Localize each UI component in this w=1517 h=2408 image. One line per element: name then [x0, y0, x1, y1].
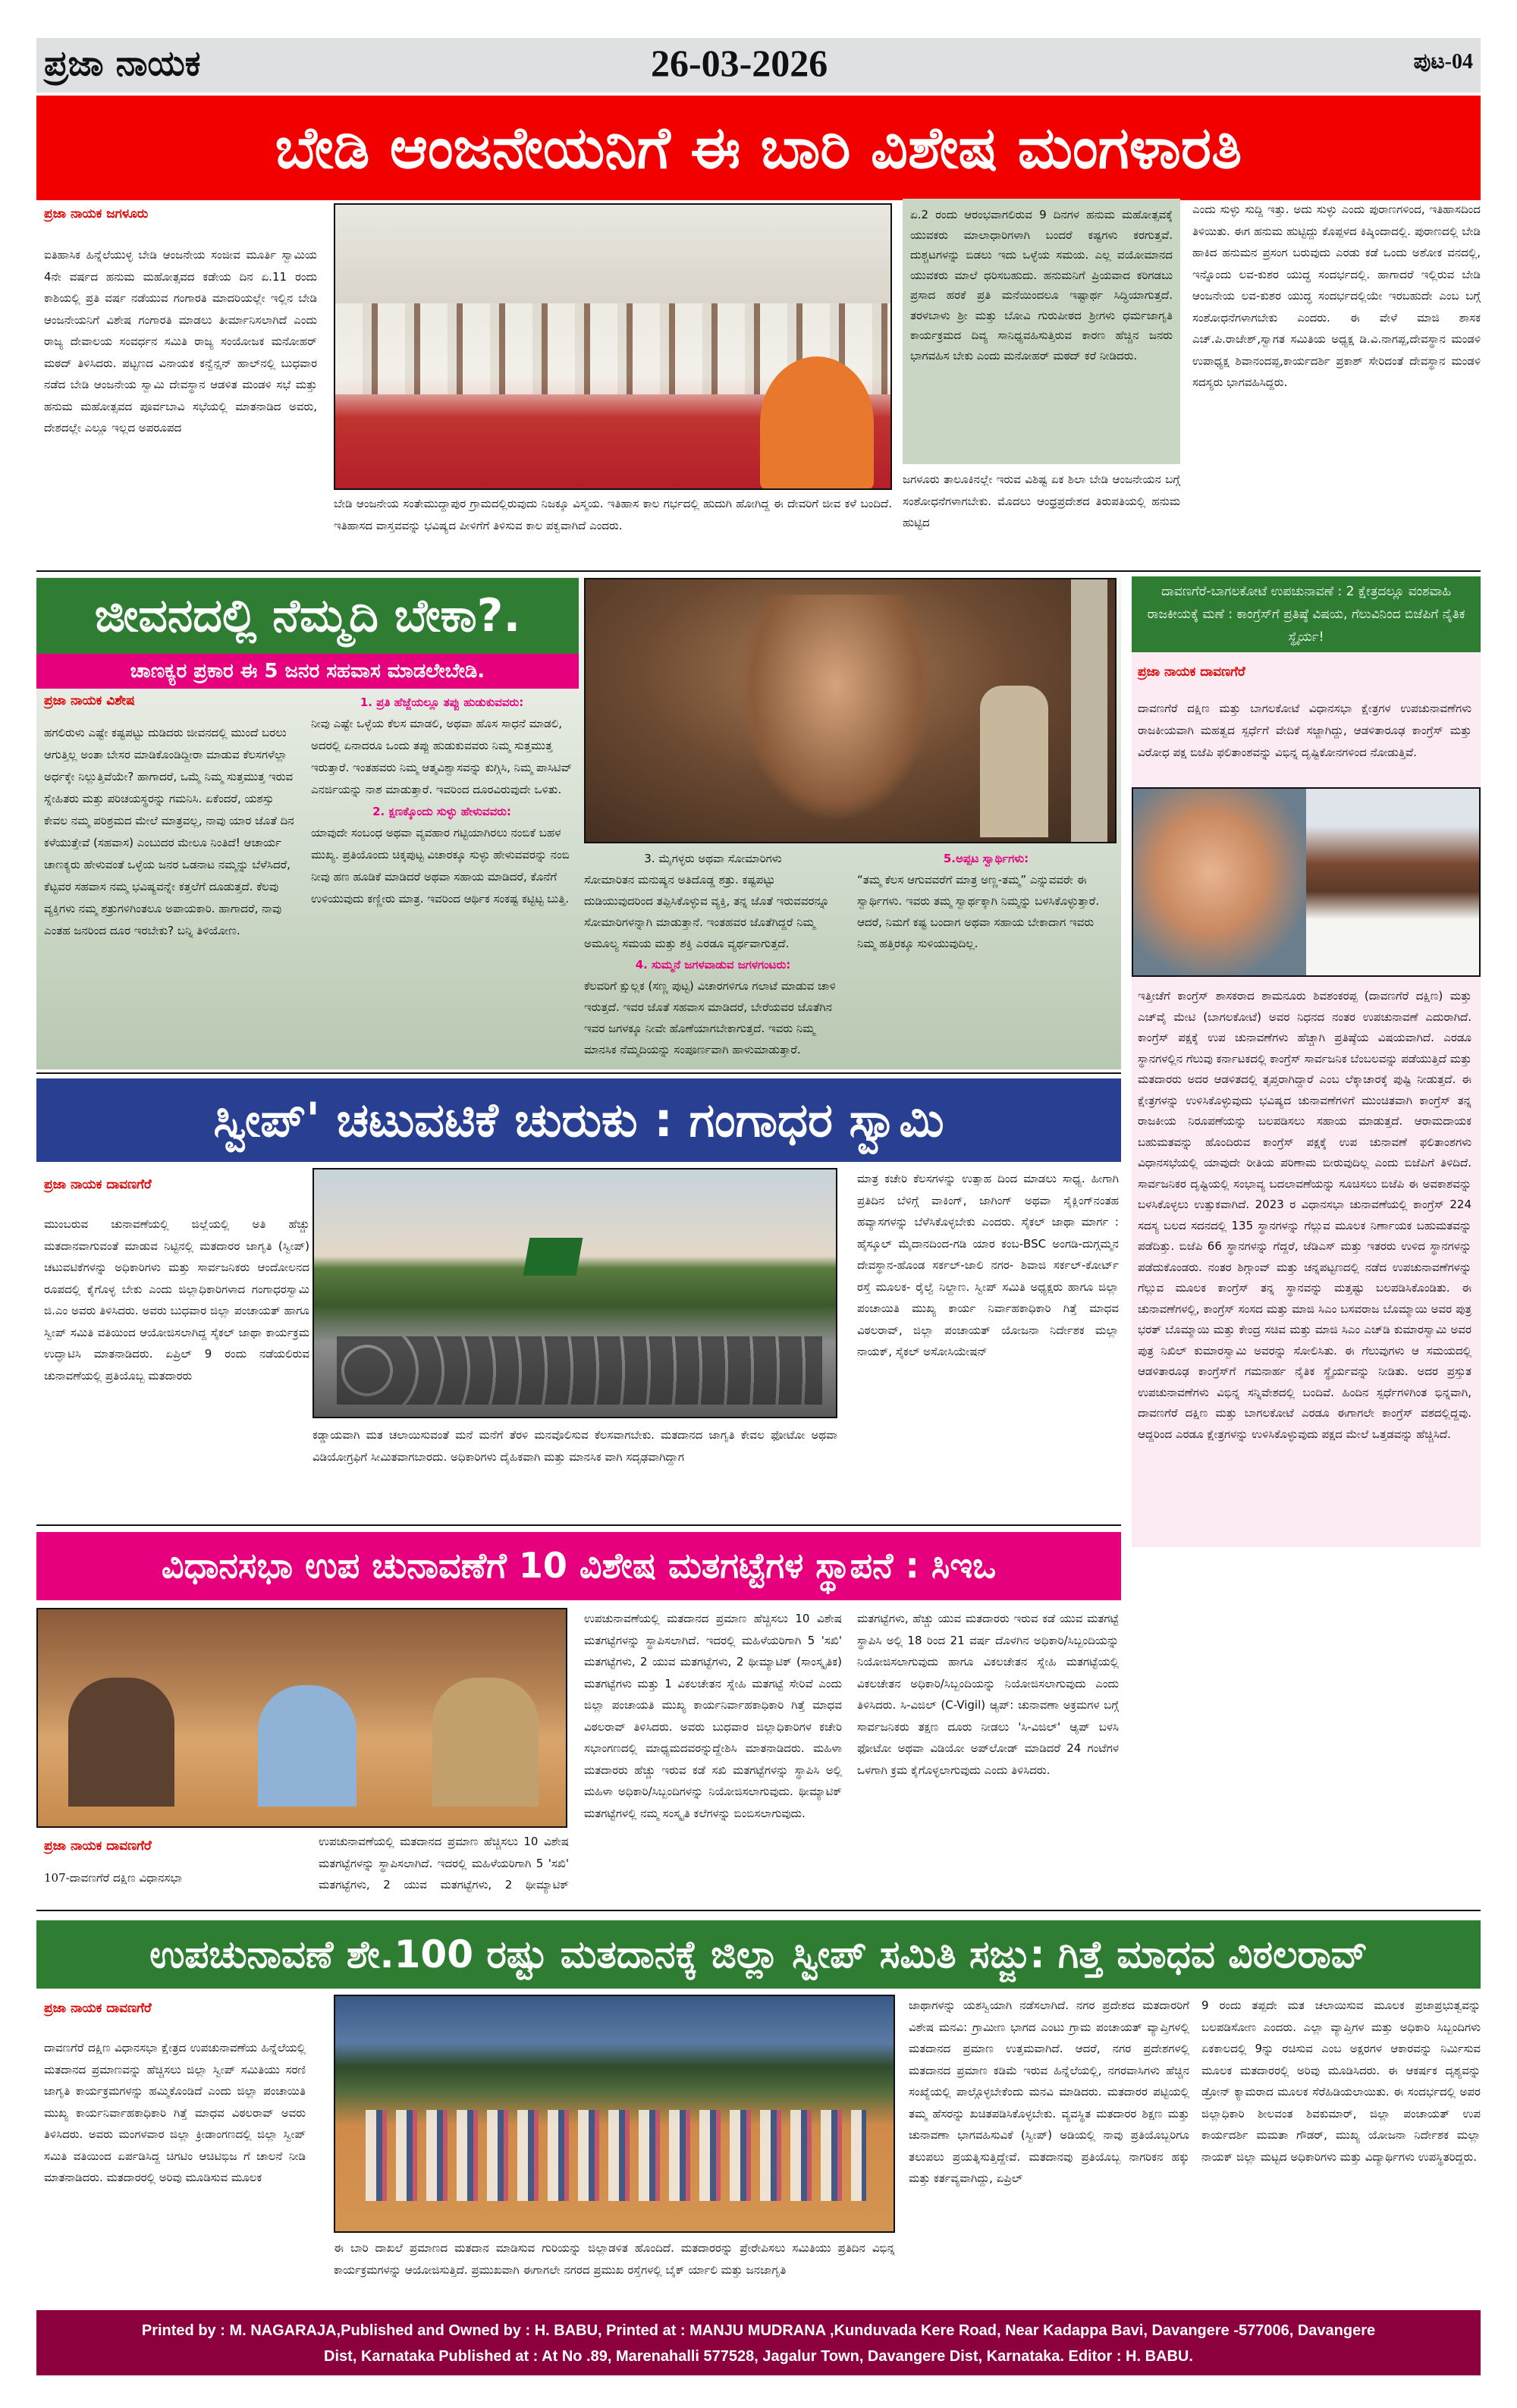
bicycles [337, 1336, 822, 1405]
story1-dateline: ಪ್ರಜಾ ನಾಯಕ ಜಗಳೂರು [44, 206, 149, 221]
story2-dateline: ಪ್ರಜಾ ನಾಯಕ ವಿಶೇಷ [44, 693, 135, 708]
pillar [1071, 579, 1107, 843]
story5-column-2-start: ಉಪಚುನಾವಣೆಯಲ್ಲಿ ಮತದಾನದ ಪ್ರಮಾಣ ಹೆಚ್ಚಿಸಲು 10 ವಿಶೇಷ ಮತಗಟ್ಟೆಗಳನ್ನು ಸ್ಥಾಪಿಸಲಾಗಿದೆ. ಇದರಲ್ಲಿ ಮಹಿಳೆಯರಿಗಾಗಿ 5 'ಸಖಿ' ಮತಗಟ್ಟೆಗಳು, 2 ಯುವ ಮತಗಟ್ಟೆಗಳು, 2 ಥೀಮ್ಯಾಟಿಕ್ [319, 1835, 569, 1892]
story3-body: ಇತ್ತೀಚೆಗೆ ಕಾಂಗ್ರೆಸ್ ಶಾಸಕರಾದ ಶಾಮನೂರು ಶಿವಶಂಕರಪ್ಪ (ದಾವಣಗೆರೆ ದಕ್ಷಿಣ) ಮತ್ತು ಎಚ್‌ವೈ ಮೇಟಿ (ಬಾಗಲಕೋಟೆ) ಅವರ ನಿಧನದ ನಂತರ ಉಪಚುನಾವಣೆ ಎದುರಾಗಿದೆ. ಕಾಂಗ್ರೆಸ್ ಪಕ್ಷಕ್ಕೆ ಉಪ ಚುನಾವಣೆಗಳು ಹೆಚ್ಚಾಗಿ ಪ್ರತಿಷ್ಠೆಯ ವಿಷಯವಾಗಿದೆ. ಎರಡೂ ಸ್ಥಾನಗಳಲ್ಲಿನ ಗೆಲುವು ಕರ್ನಾಟಕದಲ್ಲಿ ಕಾಂಗ್ರೆಸ್ ಸಾರ್ವಜನಿಕ ಬೆಂಬಲವನ್ನು ಪಡೆಯುತ್ತಿದೆ ಮತ್ತು ಮತದಾರರು ಅದರ ಆಡಳಿತದಲ್ಲಿ ತೃಪ್ತರಾಗಿದ್ದಾರೆ ಎಂಬ ಲೆಕ್ಕಾಚಾರಕ್ಕೆ ಪುಷ್ಟಿ ನೀಡುತ್ತದೆ. ಈ ಕ್ಷೇತ್ರಗಳನ್ನು ಉಳಿಸಿಕೊಳ್ಳುವುದು ಭವಿಷ್ಯದ ಚುನಾವಣೆಗಳಿಗೆ ಮುಂಚಿತವಾಗಿ ಕಾಂಗ್ರೆಸ್ ತನ್ನ ರಾಜಕೀಯ ನಿರೂಪಣೆಯನ್ನು ಬಲಪಡಿಸಲು ಸಹಾಯ ಮಾಡುತ್ತದೆ. ಆರಾಮದಾಯಕ ಬಹುಮತವನ್ನು ಹೊಂದಿರುವ ಕಾಂಗ್ರೆಸ್ ಪಕ್ಷಕ್ಕೆ ಉಪ ಚುನಾವಣೆ ಫಲಿತಾಂಶಗಳು ವಿಧಾನಸಭೆಯಲ್ಲಿ ಯಾವುದೇ ರೀತಿಯ ಪರಿಣಾಮ ಬೀರುವುದಿಲ್ಲ ಎಂದು ಬಿಜೆಪಿಗೆ ತಿಳಿದಿದೆ. ಸಾರ್ವಜನಿಕರ ದೃಷ್ಟಿಯಲ್ಲಿ ಸಂಭಾವ್ಯ ಬದಲಾವಣೆಯನ್ನು ಸೂಚಿಸಲು ಬಿಜೆಪಿ ಈ ಅವಕಾಶವನ್ನು ಬಳಸಿಕೊಳ್ಳಲು ಉತ್ಸುಕವಾಗಿದೆ. 2023 ರ ವಿಧಾನಸಭಾ ಚುನಾವಣೆಯಲ್ಲಿ ಕಾಂಗ್ರೆಸ್ 224 ಸದಸ್ಯ ಬಲದ ಸದನದಲ್ಲಿ 135 ಸ್ಥಾನಗಳನ್ನು ಗೆಲ್ಲುವ ಮೂಲಕ ನಿರ್ಣಾಯಕ ಬಹುಮತವನ್ನು ಪಡೆದಿತ್ತು. ಬಿಜೆಪಿ 66 ಸ್ಥಾನಗಳನ್ನು ಗೆದ್ದರೆ, ಜೆಡಿಎಸ್ ಮತ್ತು ಇತರರು ಉಳಿದ ಸ್ಥಾನಗಳನ್ನು ಪಡೆದುಕೊಂಡರು. ನಂತರ ಶಿಗ್ಗಾಂವ್ ಮತ್ತು ಚನ್ನಪಟ್ಟಣದಲ್ಲಿ ನಡೆದ ಉಪಚುನಾವಣೆಗಳನ್ನು ಗೆಲ್ಲುವ ಮೂಲಕ ಕಾಂಗ್ರೆಸ್ ತನ್ನ ಸ್ಥಾನವನ್ನು ಮತ್ತಷ್ಟು ಬಲಪಡಿಸಿಕೊಂಡಿತು. ಈ ಚುನಾವಣೆಗಳಲ್ಲಿ, ಕಾಂಗ್ರೆಸ್ ಸಂಸದ ಮತ್ತು ಮಾಜಿ ಸಿಎಂ ಬಸವರಾಜ ಬೊಮ್ಮಾಯಿ ಅವರ ಪುತ್ರ ಭರತ್ ಬೊಮ್ಮಾಯಿ ಮತ್ತು ಕೇಂದ್ರ ಸಚಿವ ಮತ್ತು ಮಾಜಿ ಸಿಎಂ ಎಚ್‌ಡಿ ಕುಮಾರಸ್ವಾಮಿ ಅವರ ಪುತ್ರ ನಿಖಿಲ್ ಕುಮಾರಸ್ವಾಮಿ ಅವರನ್ನು ಸೋಲಿಸಿತು. ಈ ಗೆಲುವುಗಳು ಆ ಸಮಯದಲ್ಲಿ ಆಡಳಿತಾರೂಢ ಕಾಂಗ್ರೆಸ್‌ಗೆ ಗಮನಾರ್ಹ ನೈತಿಕ ಸ್ಥೈರ್ಯವನ್ನು ನೀಡಿತು. ಅದರ ಪ್ರಸ್ತುತ ಉಪಚುನಾವಣೆಗಳು ವಿಭಿನ್ನ ಸನ್ನಿವೇಶದಲ್ಲಿ ಬಂದಿವೆ. ಹಿಂದಿನ ಸ್ಪರ್ಧೆಗಳಿಗಿಂತ ಭಿನ್ನವಾಗಿ, ದಾವಣಗೆರೆ ದಕ್ಷಿಣ ಮತ್ತು ಬಾಗಲಕೋಟೆ ಎರಡೂ ಈಗಾಗಲೇ ಕಾಂಗ್ರೆಸ್ ವಶದಲ್ಲಿದ್ದವು. ಆದ್ದರಿಂದ ಎರಡೂ ಕ್ಷೇತ್ರಗಳನ್ನು ಉಳಿಸಿಕೊಳ್ಳುವುದು ಪಕ್ಷದ ಮೇಲೆ ಒತ್ತಡವನ್ನು ಹೆಚ್ಚಿಸಿದೆ. [1138, 989, 1471, 1441]
crowd-formation [366, 2110, 866, 2201]
point-1-title: 1. ಪ್ರತಿ ಹೆಜ್ಜೆಯಲ್ಲೂ ತಪ್ಪು ಹುಡುಕುವವರು: [360, 695, 524, 709]
story4-column-1: ಮುಂಬರುವ ಚುನಾವಣೆಯಲ್ಲಿ ಜಿಲ್ಲೆಯಲ್ಲಿ ಅತಿ ಹೆಚ್ಚು ಮತದಾನವಾಗುವಂತೆ ಮಾಡುವ ನಿಟ್ಟಿನಲ್ಲಿ ಮತದಾರರ ಜಾಗೃತಿ (ಸ್ವೀಪ್) ಚಟುವಟಿಕೆಗಳನ್ನು ಅಧಿಕಾರಿಗಳು ಮತ್ತು ಸಾರ್ವಜನಿಕರು ಆಂದೋಲನದ ರೂಪದಲ್ಲಿ ಕೈಗೊಳ್ಳ ಬೇಕು ಎಂದು ಜಿಲ್ಲಾಧಿಕಾರಿಗಳಾದ ಗಂಗಾಧರಸ್ವಾಮಿ ಜಿ.ಎಂ ಅವರು ತಿಳಿಸಿದರು. ಅವರು ಬುಧವಾರ ಜಿಲ್ಲಾ ಪಂಚಾಯತ್ ಹಾಗೂ ಸ್ವೀಪ್ ಸಮಿತಿ ವತಿಯಿಂದ ಆಯೋಜಿಸಲಾಗಿದ್ದ ಸೈಕಲ್ ಜಾಥಾ ಕಾರ್ಯಕ್ರಮ ಉದ್ಘಾಟಿಸಿ ಮಾತನಾಡಿದರು. ಏಪ್ರಿಲ್ 9 ರಂದು ನಡೆಯಲಿರುವ ಚುನಾವಣೆಯಲ್ಲಿ ಪ್ರತಿಯೊಬ್ಬ ಮತದಾರರು [44, 1217, 309, 1383]
story6-column-1: ದಾವಣಗೆರೆ ದಕ್ಷಿಣ ವಿಧಾನಸಭಾ ಕ್ಷೇತ್ರದ ಉಪಚುನಾವಣೆಯ ಹಿನ್ನೆಲೆಯಲ್ಲಿ ಮತದಾನದ ಪ್ರಮಾಣವನ್ನು ಹೆಚ್ಚಿಸಲು ಜಿಲ್ಲಾ ಸ್ವೀಪ್ ಸಮಿತಿಯು ಸರಣಿ ಜಾಗೃತಿ ಕಾರ್ಯಕ್ರಮಗಳನ್ನು ಹಮ್ಮಿಕೊಂಡಿದೆ ಎಂದು ಜಿಲ್ಲಾ ಪಂಚಾಯಿತಿ ಮುಖ್ಯ ಕಾರ್ಯನಿರ್ವಾಹಕಾಧಿಕಾರಿ ಗಿತ್ತೆ ಮಾಧವ ವಿಠಲರಾವ್ ಅವರು ತಿಳಿಸಿದರು. ಅವರು ಮಂಗಳವಾರ ಜಿಲ್ಲಾ ಕ್ರೀಡಾಂಗಣದಲ್ಲಿ ಜಿಲ್ಲಾ ಸ್ವೀಪ್ ಸಮಿತಿ ವತಿಯಿಂದ ಏರ್ಪಡಿಸಿದ್ದ ಚಿಗಟಿಂ ಆಚಿಟಿಭಿಜ ಗೆ ಚಾಲನೆ ನೀಡಿ ಮಾತನಾಡಿದರು. ಮತದಾರರಲ್ಲಿ ಅರಿವು ಮೂಡಿಸುವ ಮೂಲಕ [44, 2041, 306, 2184]
story4-headline: ಸ್ವೀಪ್' ಚಟುವಟಿಕೆ ಚುರುಕು : ಗಂಗಾಧರ ಸ್ವಾಮಿ [36, 1078, 1121, 1162]
story1-column-3: ಜಗಳೂರು ತಾಲೂಕಿನಲ್ಲೇ ಇರುವ ವಿಶಿಷ್ಟ ಏಕ ಶಿಲಾ ಬೇಡಿ ಆಂಜನೇಯನ ಬಗ್ಗೆ ಸಂಶೋಧನೆಗಳಾಗಬೇಕು. ಮೊದಲು ಆಂಧ್ರಪ್ರದೇಶದ ತಿರುಪತಿಯಲ್ಲಿ ಹನುಮ ಹುಟ್ಟಿದ [903, 472, 1180, 529]
masthead [36, 38, 1481, 93]
story1-highlight-box: ಏ.2 ರಂದು ಆರಂಭವಾಗಲಿರುವ 9 ದಿನಗಳ ಹನುಮ ಮಹೋತ್ಸವಕ್ಕೆ ಯುವಕರು ಮಾಲಾಧಾರಿಗಳಾಗಿ ಬಂದರೆ ಕಷ್ಟಗಳು ಕರಗುತ್ತವೆ. ದುಶ್ಚಟಗಳನ್ನು ಬಿಡಲು ಇದು ಒಳ್ಳೆಯ ಸಮಯ. ಎಲ್ಲ ವಯೋಮಾನದ ಯುವಕರು ಮಾಲೆ ಧರಿಸಬಹುದು. ಹನುಮನಿಗೆ ಪ್ರಿಯವಾದ ಕರಿಗಡಬು ಪ್ರಸಾದ ಹರಕೆ ಪ್ರತಿ ಮನೆಯಿಂದಲೂ ಇಷ್ಟಾರ್ಥ ಸಿದ್ಧಿಯಾಗುತ್ತದೆ. ತರಳಬಾಳು ಶ್ರೀ ಮತ್ತು ಬೋವಿ ಗುರುಪೀಠದ ಶ್ರೀಗಳು ಧರ್ಮಜಾಗೃತಿ ಕಾರ್ಯಕ್ರಮದ ದಿವ್ಯ ಸಾನಿಧ್ಯವಹಿಸುತ್ತಿರುವ ಕಾರಣ ಹೆಚ್ಚಿನ ಜನರು ಭಾಗವಹಿಸ ಬೇಕು ಎಂದು ಮನೋಹರ್ ಮಠದ್ ಕರೆ ನೀಡಿದರು. [903, 199, 1180, 464]
story5-column-3: ಮತಗಟ್ಟೆಗಳು, ಹೆಚ್ಚು ಯುವ ಮತದಾರರು ಇರುವ ಕಡೆ ಯುವ ಮತಗಟ್ಟೆ ಸ್ಥಾಪಿಸಿ ಅಲ್ಲಿ 18 ರಿಂದ 21 ವರ್ಷ ದೊಳಗಿನ ಅಧಿಕಾರಿ/ಸಿಬ್ಬಂದಿಯನ್ನು ನಿಯೋಜಿಸಲಾಗುವುದು ಹಾಗೂ ವಿಕಲಚೇತನ ಸ್ನೇಹಿ ಮತಗಟ್ಟೆಯಲ್ಲಿ ವಿಕಲಚೇತನ ಅಧಿಕಾರಿ/ಸಿಬ್ಬಂದಿಯನ್ನು ನಿಯೋಜಿಸಲಾಗುವುದು ಎಂದು ತಿಳಿಸಿದರು. ಸಿ-ವಿಜಿಲ್ (C-Vigil) ಆ್ಯಪ್: ಚುನಾವಣಾ ಅಕ್ರಮಗಳ ಬಗ್ಗೆ ಸಾರ್ವಜನಿಕರು ತಕ್ಷಣ ದೂರು ನೀಡಲು 'ಸಿ-ವಿಜಿಲ್' ಆ್ಯಪ್ ಬಳಸಿ ಫೋಟೋ ಅಥವಾ ವಿಡಿಯೋ ಅಪ್‌ಲೋಡ್ ಮಾಡಿದರೆ 24 ಗಂಟೆಗಳ ಒಳಗಾಗಿ ಕ್ರಮ ಕೈಗೊಳ್ಳಲಾಗುವುದು ಎಂದು ತಿಳಿಸಿದರು. [857, 1612, 1119, 1777]
story5-column-2: ಉಪಚುನಾವಣೆಯಲ್ಲಿ ಮತದಾನದ ಪ್ರಮಾಣ ಹೆಚ್ಚಿಸಲು 10 ವಿಶೇಷ ಮತಗಟ್ಟೆಗಳನ್ನು ಸ್ಥಾಪಿಸಲಾಗಿದೆ. ಇದರಲ್ಲಿ ಮಹಿಳೆಯರಿಗಾಗಿ 5 'ಸಖಿ' ಮತಗಟ್ಟೆಗಳು, 2 ಯುವ ಮತಗಟ್ಟೆಗಳು, 2 ಥೀಮ್ಯಾಟಿಕ್ (ಸಾಂಸ್ಕೃತಿಕ) ಮತಗಟ್ಟೆಗಳು ಮತ್ತು 1 ವಿಕಲಚೇತನ ಸ್ನೇಹಿ ಮತಗಟ್ಟೆ ಸೇರಿವೆ ಎಂದು ಜಿಲ್ಲಾ ಪಂಚಾಯತಿ ಮುಖ್ಯ ಕಾರ್ಯನಿರ್ವಾಹಕಾಧಿಕಾರಿ ಗಿತ್ತೆ ಮಾಧವ ವಿಠಲರಾವ್ ತಿಳಿಸಿದರು. ಅವರು ಬುಧವಾರ ಜಿಲ್ಲಾಧಿಕಾರಿಗಳ ಕಚೇರಿ ಸಭಾಂಗಣದಲ್ಲಿ ಮಾಧ್ಯಮದವರನ್ನುದ್ದೇಶಿಸಿ ಮಾತನಾಡಿದರು. ಮಹಿಳಾ ಮತದಾರರು ಹೆಚ್ಚು ಇರುವ ಕಡೆ ಸಖಿ ಮತಗಟ್ಟೆಗಳನ್ನು ಸ್ಥಾಪಿಸಿ ಅಲ್ಲಿ ಮಹಿಳಾ ಅಧಿಕಾರಿ/ಸಿಬ್ಬಂದಿಗಳನ್ನು ನಿಯೋಜಿಸಲಾಗುವುದು. ಥೀಮ್ಯಾಟಿಕ್ ಮತಗಟ್ಟೆಗಳಲ್ಲಿ ನಮ್ಮ ಸಂಸ್ಕೃತಿ ಕಲೆಗಳನ್ನು ಬಿಂಬಿಸಲಾಗುವುದು. [584, 1612, 842, 1820]
candidate-portraits [1132, 787, 1481, 977]
point-2-text: ಯಾವುದೇ ಸಂಬಂಧ ಅಥವಾ ವ್ಯವಹಾರ ಗಟ್ಟಿಯಾಗಿರಲು ನಂಬಿಕೆ ಬಹಳ ಮುಖ್ಯ. ಪ್ರತಿಯೊಂದು ಚಿಕ್ಕಪುಟ್ಟ ವಿಚಾರಕ್ಕೂ ಸುಳ್ಳು ಹೇಳುವವರನ್ನು ನಂಬಿ ನೀವು ಹಣ ಹೂಡಿಕೆ ಮಾಡಿದರೆ ಅಥವಾ ಸಹಾಯ ಮಾಡಿದರೆ, ಕೊನೆಗೆ ಉಳಿಯುವುದು ಕಣ್ಣೀರು ಮಾತ್ರ. ಇವರಿಂದ ಆರ್ಥಿಕ ಸಂಕಷ್ಟ ಕಟ್ಟಿಟ್ಟ ಬುತ್ತಿ. [311, 826, 570, 906]
imprint-footer [36, 2310, 1481, 2375]
story5-column-1: 107-ದಾವಣಗೆರೆ ದಕ್ಷಿಣ ವಿಧಾನಸಭಾ [44, 1871, 182, 1885]
chanakya-illustration [584, 578, 1117, 843]
imprint-line-2: Dist, Karnataka Published at : At No .89, Marenahalli 577528, Jagalur Town, Davangere Dist, Karnataka. Editor : H. BABU. [324, 2348, 1193, 2365]
story3-headline: ದಾವಣಗೆರೆ-ಬಾಗಲಕೋಟೆ ಉಪಚುನಾವಣೆ : 2 ಕ್ಷೇತ್ರದಲ್ಲೂ ವಂಶವಾಹಿ ರಾಜಕೀಯಕ್ಕೆ ಮಣೆ : ಕಾಂಗ್ರೆಸ್‌ಗೆ ಪ್ರತಿಷ್ಠೆ ವಿಷಯ, ಗೆಲುವಿನಿಂದ ಬಿಜೆಪಿಗೆ ನೈತಿಕ ಸ್ಥೈರ್ಯ! [1132, 576, 1481, 652]
stadium-sweep-photo [334, 1995, 895, 2233]
point-5-text: “ತಮ್ಮ ಕೆಲಸ ಆಗುವವರೆಗೆ ಮಾತ್ರ ಅಣ್ಣ-ತಮ್ಮ” ಎನ್ನುವವರೇ ಈ ಸ್ವಾರ್ಥಿಗಳು. ಇವರು ತಮ್ಮ ಸ್ವಾರ್ಥಕ್ಕಾಗಿ ನಿಮ್ಮನ್ನು ಬಳಸಿಕೊಳ್ಳುತ್ತಾರೆ. ಆದರೆ, ನಿಮಗೆ ಕಷ್ಟ ಬಂದಾಗ ಅಥವಾ ಸಹಾಯ ಬೇಕಾದಾಗ ಇವರು ನಿಮ್ಮ ಹತ್ತಿರಕ್ಕೂ ಸುಳಿಯುವುದಿಲ್ಲ. [857, 873, 1100, 950]
section-divider [36, 570, 1481, 572]
story2-points-col-3 [857, 848, 1115, 1068]
section-divider [36, 1910, 1481, 1911]
temple-meeting-photo [334, 203, 892, 490]
official-1 [68, 1678, 174, 1807]
point-2-title: 2. ಕ್ಷಣಕ್ಕೊಂದು ಸುಳ್ಳು ಹೇಳುವವರು: [372, 805, 511, 818]
imprint-line-1: Printed by : M. NAGARAJA,Published and Owned by : H. BABU, Printed at : MANJU MUDRANA ,Kunduvada Kere Road, Near Kadappa Bavi, Davangere -577006, Davangere [141, 2322, 1376, 2339]
point-4-title: 4. ಸುಮ್ಮನೆ ಜಗಳವಾಡುವ ಜಗಳಗಂಟರು: [635, 958, 791, 972]
story3-dateline: ಪ್ರಜಾ ನಾಯಕ ದಾವಣಗೆರೆ [1138, 664, 1245, 680]
page-number: ಪುಟ-04 [1413, 50, 1473, 74]
story6-dateline: ಪ್ರಜಾ ನಾಯಕ ದಾವಣಗೆರೆ [44, 2001, 152, 2016]
issue-date: 26-03-2026 [651, 42, 828, 84]
green-flag [523, 1238, 583, 1276]
story4-under-photo: ಕಡ್ಡಾಯವಾಗಿ ಮತ ಚಲಾಯಿಸುವಂತೆ ಮನೆ ಮನೆಗೆ ತೆರಳಿ ಮನವೊಲಿಸುವ ಕೆಲಸವಾಗಬೇಕು. ಮತದಾನದ ಜಾಗೃತಿ ಕೇವಲ ಫೋಟೋ ಅಥವಾ ವಿಡಿಯೋಗ್ರಫಿಗೆ ಸೀಮಿತವಾಗಬಾರದು. ಅಧಿಕಾರಿಗಳು ದೈಹಿಕವಾಗಿ ಮತ್ತು ಮಾನಸಿಕ ವಾಗಿ ಸದೃಢವಾಗಿದ್ದಾಗ [313, 1428, 837, 1464]
chanakya-face [737, 595, 934, 822]
story5-dateline: ಪ್ರಜಾ ನಾಯಕ ದಾವಣಗೆರೆ [44, 1838, 152, 1854]
candidate-portrait-2 [1306, 789, 1479, 975]
story6-under-photo: ಈ ಬಾರಿ ದಾಖಲೆ ಪ್ರಮಾಣದ ಮತದಾನ ಮಾಡಿಸುವ ಗುರಿಯನ್ನು ಜಿಲ್ಲಾಡಳಿತ ಹೊಂದಿದೆ. ಮತದಾರರನ್ನು ಪ್ರೇರೇಪಿಸಲು ಸಮಿತಿಯು ಪ್ರತಿದಿನ ವಿಭಿನ್ನ ಕಾರ್ಯಕ್ರಮಗಳನ್ನು ಆಯೋಜಿಸುತ್ತಿದೆ. ಪ್ರಮುಖವಾಗಿ ಈಗಾಗಲೇ ನಗರದ ಪ್ರಮುಖ ರಸ್ತೆಗಳಲ್ಲಿ ಬೈಕ್ ರ್ಯಾಲಿ ಮತ್ತು ಜನಜಾಗೃತಿ [334, 2241, 895, 2277]
story1-column-1: ಐತಿಹಾಸಿಕ ಹಿನ್ನೆಲೆಯುಳ್ಳ ಬೇಡಿ ಆಂಜನೇಯ ಸಂಜೀವ ಮೂರ್ತಿ ಸ್ವಾಮಿಯ 4ನೇ ವರ್ಷದ ಹನುಮ ಮಹೋತ್ಸವದ ಕಡೇಯ ದಿನ ಏ.11 ರಂದು ಕಾಶಿಯಲ್ಲಿ ಪ್ರತಿ ವರ್ಷ ನಡೆಯುವ ಗಂಗಾರತಿ ಮಾದರಿಯಲ್ಲೇ ಇಲ್ಲಿನ ಬೇಡಿ ಆಂಜನೇಯನಿಗೆ ವಿಶೇಷ ಗಂಗಾರತಿ ಮಾಡಲು ತೀರ್ಮಾನಿಸಲಾಗಿದೆ ಎಂದು ರಾಜ್ಯ ದೇವಾಲಯ ಸಂವರ್ಧನ ಸಮಿತಿ ರಾಜ್ಯ ಸಂಯೋಜಕ ಮನೋಹರ್ ಮಠದ್ ತಿಳಿಸಿದರು. ಪಟ್ಟಣದ ವಿನಾಯಕ ಕನ್ವೆನ್ಷನ್ ಹಾಲ್‌ನಲ್ಲಿ ಬುಧವಾರ ನಡೆದ ಬೇಡಿ ಆಂಜನೇಯ ಸ್ವಾಮಿ ದೇವಸ್ಥಾನ ಆಡಳಿತ ಮಂಡಳಿ ಸಭೆ ಮತ್ತು ಹನುಮ ಮಹೋತ್ಸವದ ಪೂರ್ವಬಾವಿ ಸಭೆಯಲ್ಲಿ ಮಾತನಾಡಿದ ಅವರು, ದೇಶದಲ್ಲೇ ಎಲ್ಲೂ ಇಲ್ಲದ ಅಪರೂಪದ [44, 248, 317, 435]
story2-points-col-2 [584, 848, 842, 1068]
official-2 [258, 1685, 356, 1807]
story1-column-4: ಎಂದು ಸುಳ್ಳು ಸುದ್ದಿ ಇತ್ತು. ಅದು ಸುಳ್ಳು ಎಂದು ಪುರಾಣಗಳಿಂದ, ಇತಿಹಾಸದಿಂದ ತಿಳಿಯಿತು. ಈಗ ಹನುಮ ಹುಟ್ಟಿದ್ದು ಕೊಪ್ಪಳದ ಕಿಷ್ಕಿಂದಾದಲ್ಲಿ. ಪುರಾಣದಲ್ಲಿ ಬೇಡಿ ಹಾಕಿದ ಹನುಮನ ಪ್ರಸಂಗ ಬರುವುದು ಎರಡು ಕಡೆ ಒಂದು ಅಶೋಕ ವನದಲ್ಲಿ, ಇನ್ನೊಂದು ಲವ-ಕುಶರ ಯುದ್ಧ ಸಂದರ್ಭದಲ್ಲಿ. ಹಾಗಾದರೆ ಇಲ್ಲಿರುವ ಬೇಡಿ ಆಂಜನೇಯ ಲವ-ಕುಶರ ಯುದ್ಧ ಸಂದರ್ಭದಲ್ಲಿಯೇ ಇರಬಹುದೇ ಎಂಬ ಬಗ್ಗೆ ಸಂಶೋಧನೆಗಳಾಗಬೇಕು ಎಂದರು. ಈ ವೇಳೆ ಮಾಜಿ ಶಾಸಕ ಎಚ್.ಪಿ.ರಾಜೇಶ್,ಸ್ವಾಗತ ಸಮಿತಿಯ ಅಧ್ಯಕ್ಷ ಡಿ.ವಿ.ನಾಗಪ್ಪ,ದೇವಸ್ಥಾನ ಮಂಡಳಿ ಉಪಾಧ್ಯಕ್ಷ ಶಿವಾನಂದಪ್ಪ,ಕಾರ್ಯದರ್ಶಿ ಪ್ರಕಾಶ್ ಸೇರಿದಂತೆ ದೇವಸ್ಥಾನ ಮಂಡಳಿ ಸದಸ್ಯರು ಭಾಗವಹಿಸಿದ್ದರು. [1192, 202, 1481, 389]
story4-dateline: ಪ್ರಜಾ ನಾಯಕ ದಾವಣಗೆರೆ [44, 1177, 152, 1192]
story2-points-col-1 [311, 692, 573, 1067]
story2-intro: ಹಗಲಿರುಳು ಎಷ್ಟೇ ಕಷ್ಟಪಟ್ಟು ದುಡಿದರು ಜೀವನದಲ್ಲಿ ಮುಂದೆ ಬರಲು ಆಗುತ್ತಿಲ್ಲ ಅಂತಾ ಬೇಸರ ಮಾಡಿಕೊಂಡಿದ್ದೀರಾ ಮಾಡುವ ಕೆಲಸಗಳೆಲ್ಲಾ ಅರ್ಧಕ್ಕೇ ನಿಲ್ಲುತ್ತಿವೆಯೇ? ಹಾಗಾದರೆ, ಒಮ್ಮೆ ನಿಮ್ಮ ಸುತ್ತಮುತ್ತ ಇರುವ ಸ್ನೇಹಿತರು ಮತ್ತು ಪರಿಚಯಸ್ಥರನ್ನು ಗಮನಿಸಿ. ಏಕೆಂದರೆ, ಯಶಸ್ಸು ಕೇವಲ ನಮ್ಮ ಪರಿಶ್ರಮದ ಮೇಲೆ ಮಾತ್ರವಲ್ಲ, ನಾವು ಯಾರ ಜೊತೆ ದಿನ ಕಳೆಯುತ್ತೇವೆ (ಸಹವಾಸ) ಎಂಬುದರ ಮೇಲೂ ನಿಂತಿದೆ! ಆಚಾರ್ಯ ಚಾಣಕ್ಯರು ಹೇಳುವಂತೆ ಒಳ್ಳೆಯ ಜನರ ಒಡನಾಟ ನಮ್ಮನ್ನು ಬೆಳೆಸಿದರೆ, ಕೆಟ್ಟವರ ಸಹವಾಸ ನಮ್ಮ ಭವಿಷ್ಯವನ್ನೇ ಕತ್ತಲೆಗೆ ದೂಡುತ್ತದೆ. ಕೆಲವು ವ್ಯಕ್ತಿಗಳು ನಮ್ಮ ಶತ್ರುಗಳಿಗಿಂತಲೂ ಅಪಾಯಕಾರಿ. ಹಾಗಾದರೆ, ನಾವು ಎಂತಹ ಜನರಿಂದ ದೂರ ಇರಬೇಕು? ಬನ್ನಿ ತಿಳಿಯೋಣ. [44, 726, 294, 937]
point-3-text: ಸೋಮಾರಿತನ ಮನುಷ್ಯನ ಅತಿದೊಡ್ಡ ಶತ್ರು. ಕಷ್ಟಪಟ್ಟು ದುಡಿಯುವುದರಿಂದ ತಪ್ಪಿಸಿಕೊಳ್ಳುವ ವ್ಯಕ್ತಿ, ತನ್ನ ಜೊತೆ ಇರುವವರನ್ನೂ ಸೋಮಾರಿಗಳನ್ನಾಗಿ ಮಾಡುತ್ತಾನೆ. ಇಂತಹವರ ಜೊತೆಗಿದ್ದರೆ ನಿಮ್ಮ ಅಮೂಲ್ಯ ಸಮಯ ಮತ್ತು ಶಕ್ತಿ ಎರಡೂ ವ್ಯರ್ಥವಾಗುತ್ತದೆ. [584, 873, 830, 950]
story4-column-3: ಮಾತ್ರ ಕಚೇರಿ ಕೆಲಸಗಳನ್ನು ಉತ್ಸಾಹ ದಿಂದ ಮಾಡಲು ಸಾಧ್ಯ. ಹೀಗಾಗಿ ಪ್ರತಿದಿನ ಬೆಳಿಗ್ಗೆ ವಾಕಿಂಗ್, ಜಾಗಿಂಗ್ ಅಥವಾ ಸೈಕ್ಲಿಂಗ್‌ನಂತಹ ಹವ್ಯಾಸಗಳನ್ನು ಬೆಳೆಸಿಕೊಳ್ಳಬೇಕು ಎಂದರು. ಸೈಕಲ್ ಜಾಥಾ ಮಾರ್ಗ : ಹೈಸ್ಕೂಲ್ ಮೈದಾನದಿಂದ-ಗಡಿ ಯಾರ ಕಂಬ-BSC ಅಂಗಡಿ-ದುಗ್ಗಮ್ಮನ ದೇವಸ್ಥಾನ-ಹೊಂಡ ಸರ್ಕಲ್-ಜಾಲಿ ನಗರ- ಶಿವಾಜಿ ಸರ್ಕಲ್-ಕೋರ್ಟ್ ರಸ್ತೆ ಮೂಲಕ- ರೈಲ್ವೆ ನಿಲ್ದಾಣ. ಸ್ವೀಪ್ ಸಮಿತಿ ಅಧ್ಯಕ್ಷರು ಹಾಗೂ ಜಿಲ್ಲಾ ಪಂಚಾಯಿತಿ ಮುಖ್ಯ ಕಾರ್ಯ ನಿರ್ವಾಹಕಾಧಿಕಾರಿ ಗಿತ್ತೆ ಮಾಧವ ವಿಠಲರಾವ್, ಜಿಲ್ಲಾ ಪಂಚಾಯತ್ ಯೋಜನಾ ನಿರ್ದೇಶಕ ಮಲ್ಲಾ ನಾಯಕ್, ಸೈಕಲ್ ಅಸೋಸಿಯೇಷನ್ [857, 1172, 1119, 1358]
section-divider [36, 1072, 1121, 1074]
point-1-text: ನೀವು ಎಷ್ಟೇ ಒಳ್ಳೆಯ ಕೆಲಸ ಮಾಡಲಿ, ಅಥವಾ ಹೊಸ ಸಾಧನೆ ಮಾಡಲಿ, ಅದರಲ್ಲಿ ಏನಾದರೂ ಒಂದು ತಪ್ಪು ಹುಡುಕುವವರು ನಿಮ್ಮ ಸುತ್ತಮುತ್ತ ಇರುತ್ತಾರೆ. ಇಂತಹವರು ನಿಮ್ಮ ಆತ್ಮವಿಶ್ವಾಸವನ್ನು ಕುಗ್ಗಿಸಿ, ನಿಮ್ಮ ಪಾಸಿಟಿವ್ ಎನರ್ಜಿಯನ್ನು ನಾಶ ಮಾಡುತ್ತಾರೆ. ಇವರಿಂದ ದೂರವಿರುವುದೇ ಒಳಿತು. [311, 717, 573, 796]
story1-under-photo: ಬೇಡಿ ಆಂಜನೇಯ ಸಂತೇಮುದ್ದಾಪುರ ಗ್ರಾಮದಲ್ಲಿರುವುದು ನಿಜಕ್ಕೂ ವಿಸ್ಮಯ. ಇತಿಹಾಸ ಕಾಲ ಗರ್ಭದಲ್ಲಿ ಹುದುಗಿ ಹೋಗಿದ್ದ ಈ ದೇವರಿಗೆ ಜೀವ ಕಳೆ ಬಂದಿದೆ. ಇತಿಹಾಸದ ವಾಸ್ತವವನ್ನು ಭವಿಷ್ಯದ ಪೀಳಿಗೆಗೆ ತಿಳಿಸುವ ಕಾಲ ಪಕ್ವವಾಗಿದೆ ಎಂದರು. [334, 497, 892, 532]
cycle-rally-photo [313, 1168, 837, 1418]
story6-headline: ಉಪಚುನಾವಣೆ ಶೇ.100 ರಷ್ಟು ಮತದಾನಕ್ಕೆ ಜಿಲ್ಲಾ ಸ್ವೀಪ್ ಸಮಿತಿ ಸಜ್ಜು: ಗಿತ್ತೆ ಮಾಧವ ವಿಠಲರಾವ್ [36, 1920, 1481, 1989]
story6-column-3: ಜಾಥಾಗಳನ್ನು ಯಶಸ್ವಿಯಾಗಿ ನಡೆಸಲಾಗಿದೆ. ನಗರ ಪ್ರದೇಶದ ಮತದಾರರಿಗೆ ವಿಶೇಷ ಮನವಿ: ಗ್ರಾಮೀಣ ಭಾಗದ ಎಂಟು ಗ್ರಾಮ ಪಂಚಾಯತ್ ವ್ಯಾಪ್ತಿಗಳಲ್ಲಿ ಮತದಾನದ ಪ್ರಮಾಣ ಉತ್ತಮವಾಗಿದೆ. ಆದರೆ, ನಗರ ಪ್ರದೇಶಗಳಲ್ಲಿ ಮತದಾನದ ಪ್ರಮಾಣ ಕಡಿಮೆ ಇರುವ ಹಿನ್ನೆಲೆಯಲ್ಲಿ, ನಗರವಾಸಿಗಳು ಹೆಚ್ಚಿನ ಸಂಖ್ಯೆಯಲ್ಲಿ ಪಾಲ್ಗೊಳ್ಳಬೇಕೆಂದು ಮನವಿ ಮಾಡಿದರು. ಮತದಾರರ ಪಟ್ಟಿಯಲ್ಲಿ ತಮ್ಮ ಹೆಸರನ್ನು ಖಚಿತಪಡಿಸಿಕೊಳ್ಳಬೇಕು. ವ್ಯವಸ್ಥಿತ ಮತದಾರರ ಶಿಕ್ಷಣ ಮತ್ತು ಚುನಾವಣಾ ಭಾಗವಹಿಸುವಿಕೆ (ಸ್ವೀಪ್) ಅಡಿಯಲ್ಲಿ ನಾವು ಪ್ರತಿಯೊಬ್ಬರಿಗೂ ತಲುಪಲು ಪ್ರಯತ್ನಿಸುತ್ತಿದ್ದೇವೆ. ಮತದಾನವು ಪ್ರತಿಯೊಬ್ಬ ನಾಗರಿಕನ ಹಕ್ಕು ಮತ್ತು ಕರ್ತವ್ಯವಾಗಿದ್ದು, ಏಪ್ರಿಲ್ [909, 1998, 1189, 2185]
story3-lead: ದಾವಣಗೆರೆ ದಕ್ಷಿಣ ಮತ್ತು ಬಾಗಲಕೋಟೆ ವಿಧಾನಸಭಾ ಕ್ಷೇತ್ರಗಳ ಉಪಚುನಾವಣೆಗಳು ರಾಜಕೀಯವಾಗಿ ಮಹತ್ವದ ಸ್ಪರ್ಧೆಗೆ ವೇದಿಕೆ ಸಜ್ಜಾಗಿದ್ದು, ಆಡಳಿತಾರೂಢ ಕಾಂಗ್ರೆಸ್ ಮತ್ತು ವಿರೋಧ ಪಕ್ಷ ಬಿಜೆಪಿ ಫಲಿತಾಂಶವನ್ನು ವಿಭಿನ್ನ ದೃಷ್ಟಿಕೋನಗಳಿಂದ ನೋಡುತ್ತಿವೆ. [1138, 702, 1471, 759]
point-3-title: 3. ಮೈಗಳ್ಳರು ಅಥವಾ ಸೋಮಾರಿಗಳು [644, 852, 782, 865]
story2-headline: ಜೀವನದಲ್ಲಿ ನೆಮ್ಮದಿ ಬೇಕಾ?. [36, 578, 579, 654]
story5-headline: ವಿಧಾನಸಭಾ ಉಪ ಚುನಾವಣೆಗೆ 10 ವಿಶೇಷ ಮತಗಟ್ಟೆಗಳ ಸ್ಥಾಪನೆ : ಸಿಇಒ [36, 1532, 1121, 1600]
newspaper-name: ಪ್ರಜಾ ನಾಯಕ [44, 42, 201, 83]
story6-column-4: 9 ರಂದು ತಪ್ಪದೇ ಮತ ಚಲಾಯಿಸುವ ಮೂಲಕ ಪ್ರಜಾಪ್ರಭುತ್ವವನ್ನು ಬಲಪಡಿಸೋಣ ಎಂದರು. ಎಲ್ಲಾ ವ್ಯಾಪ್ತಿಗಳ ಮತ್ತು ಅಧಿಕಾರಿ ಸಿಬ್ಬಂದಿಗಳು ಏಕಕಾಲದಲ್ಲಿ 9ನ್ನು ರಚಿಸುವ ಎಂಬ ಅಕ್ಷರಗಳ ಆಕಾರವನ್ನು ನಿರ್ಮಿಸುವ ಮೂಲಕ ಮತದಾರರಲ್ಲಿ ಅರಿವು ಮೂಡಿಸಿದರು. ಈ ಆಕರ್ಷಕ ದೃಶ್ಯವನ್ನು ಡ್ರೋನ್ ಕ್ಯಾಮರಾದ ಮೂಲಕ ಸೆರೆಹಿಡಿಯಲಾಯಿತು. ಈ ಸಂದರ್ಭದಲ್ಲಿ ಅಪರ ಜಿಲ್ಲಾಧಿಕಾರಿ ಶೀಲವಂತ ಶಿವಕುಮಾರ್, ಜಿಲ್ಲಾ ಪಂಚಾಯತ್ ಉಪ ಕಾರ್ಯದರ್ಶಿ ಮಮತಾ ಗೌಡರ್, ಮುಖ್ಯ ಯೋಜನಾ ನಿರ್ದೇಶಕ ಮಲ್ಲಾ ನಾಯಕ್ ಜಿಲ್ಲಾ ಮಟ್ಟದ ಅಧಿಕಾರಿಗಳು ಮತ್ತು ವಿದ್ಯಾರ್ಥಿಗಳು ಉಪಸ್ಥಿತರಿದ್ದರು. [1201, 1998, 1481, 2164]
story2-subhead: ಚಾಣಕ್ಯರ ಪ್ರಕಾರ ಈ 5 ಜನರ ಸಹವಾಸ ಮಾಡಲೇಬೇಡಿ. [36, 654, 579, 689]
official-3 [432, 1678, 539, 1807]
sitting-man-figure [980, 686, 1048, 837]
press-meet-photo [36, 1608, 567, 1828]
speaker-figure [760, 356, 874, 490]
section-divider [36, 1524, 1121, 1526]
story1-headline: ಬೇಡಿ ಆಂಜನೇಯನಿಗೆ ಈ ಬಾರಿ ವಿಶೇಷ ಮಂಗಳಾರತಿ [36, 96, 1481, 200]
point-5-title: 5.ಅಪ್ಪಟ ಸ್ವಾರ್ಥಿಗಳು: [943, 852, 1029, 865]
candidate-portrait-1 [1133, 789, 1306, 975]
point-4-text: ಕೆಲವರಿಗೆ ಕ್ಷುಲ್ಲಕ (ಸಣ್ಣ ಪುಟ್ಟ) ವಿಚಾರಗಳಿಗೂ ಗಲಾಟೆ ಮಾಡುವ ಚಾಳಿ ಇರುತ್ತದೆ. ಇವರ ಜೊತೆ ಸಹವಾಸ ಮಾಡಿದರೆ, ಬೇರೆಯವರ ಜೊತೆಗಿನ ಇವರ ಜಗಳಕ್ಕೂ ನೀವೇ ಹೊಣೆಯಾಗಬೇಕಾಗುತ್ತದೆ. ಇವರು ನಿಮ್ಮ ಮಾನಸಿಕ ನೆಮ್ಮದಿಯನ್ನು ಸಂಪೂರ್ಣವಾಗಿ ಹಾಳುಮಾಡುತ್ತಾರೆ. [584, 979, 836, 1056]
